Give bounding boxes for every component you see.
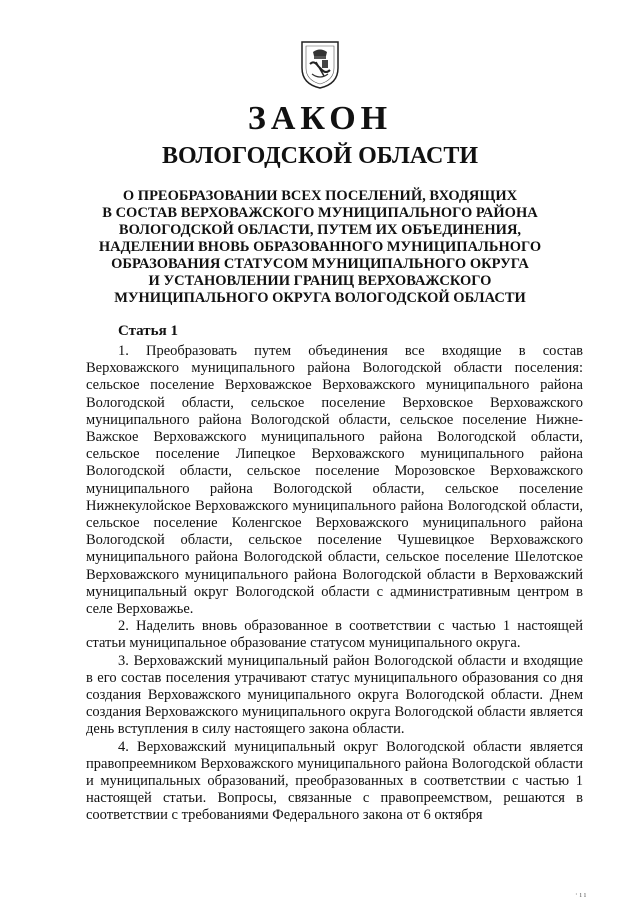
subject-line: О ПРЕОБРАЗОВАНИИ ВСЕХ ПОСЕЛЕНИЙ, ВХОДЯЩИХ [122,188,518,204]
coat-of-arms-icon [300,40,340,90]
scan-mark: · ı ı [575,890,587,899]
article-paragraph: 3. Верховажский муниципальный район Вологодской области и входящие в его состав поселения утрачивают статус муниципального образования со дня создания Верховажского муниципального округа Вологодской области. Днем создания Верховажского муниципального округа Вологодской области является день вступления в силу настоящего закона области. [86,652,583,738]
law-title: ЗАКОН [247,100,393,137]
article-heading: Статья 1 [118,323,178,339]
article-body [86,343,583,825]
law-subject [0,188,640,307]
subject-line: НАДЕЛЕНИИ ВНОВЬ ОБРАЗОВАННОГО МУНИЦИПАЛЬНОГО [98,239,542,255]
subject-line: ОБРАЗОВАНИЯ СТАТУСОМ МУНИЦИПАЛЬНОГО ОКРУГА [111,256,529,272]
subject-line: ВОЛОГОДСКОЙ ОБЛАСТИ, ПУТЕМ ИХ ОБЪЕДИНЕНИЯ, [118,222,522,238]
subject-line: И УСТАНОВЛЕНИИ ГРАНИЦ ВЕРХОВАЖСКОГО [148,273,492,289]
subject-line: МУНИЦИПАЛЬНОГО ОКРУГА ВОЛОГОДСКОЙ ОБЛАСТИ [114,290,526,306]
region-title: ВОЛОГОДСКОЙ ОБЛАСТИ [161,143,479,169]
article-paragraph: 2. Наделить вновь образованное в соответствии с частью 1 настоящей статьи муниципальное образование статусом муниципального округа. [86,618,583,652]
article-paragraph: 1. Преобразовать путем объединения все входящие в состав Верховажского муниципального района Вологодской области поселения: сельское поселение Верховажское Верховажского муниципального района Вологодской области, сельское поселение Верховское Верховажского муниципального района Вологодской области, сельское поселение Нижне-Важское Верховажского муниципального района Вологодской области, сельское поселение Липецкое Верховажского муниципального района Вологодской области, сельское поселение Морозовское Верховажского муниципального района Вологодской области, сельское поселение Нижнекулойское Верховажского муниципального района Вологодской области, сельское поселение Коленгское Верховажского муниципального района Вологодской области, сельское поселение Чушевицкое Верховажского муниципального района Вологодской области, сельское поселение Шелотское Верховажского муниципального района Вологодской области в Верховажский муниципальный округ Вологодской области с административным центром в селе Верховажье. [86,343,583,618]
article-paragraph: 4. Верховажский муниципальный округ Вологодской области является правопреемником Верховажского муниципального района Вологодской области и муниципальных образований, преобразованных в соответствии с частью 1 настоящей статьи. Вопросы, связанные с правопреемством, решаются в соответствии с требованиями Федерального закона от 6 октября [86,738,583,824]
subject-line: В СОСТАВ ВЕРХОВАЖСКОГО МУНИЦИПАЛЬНОГО РАЙОНА [102,205,538,221]
